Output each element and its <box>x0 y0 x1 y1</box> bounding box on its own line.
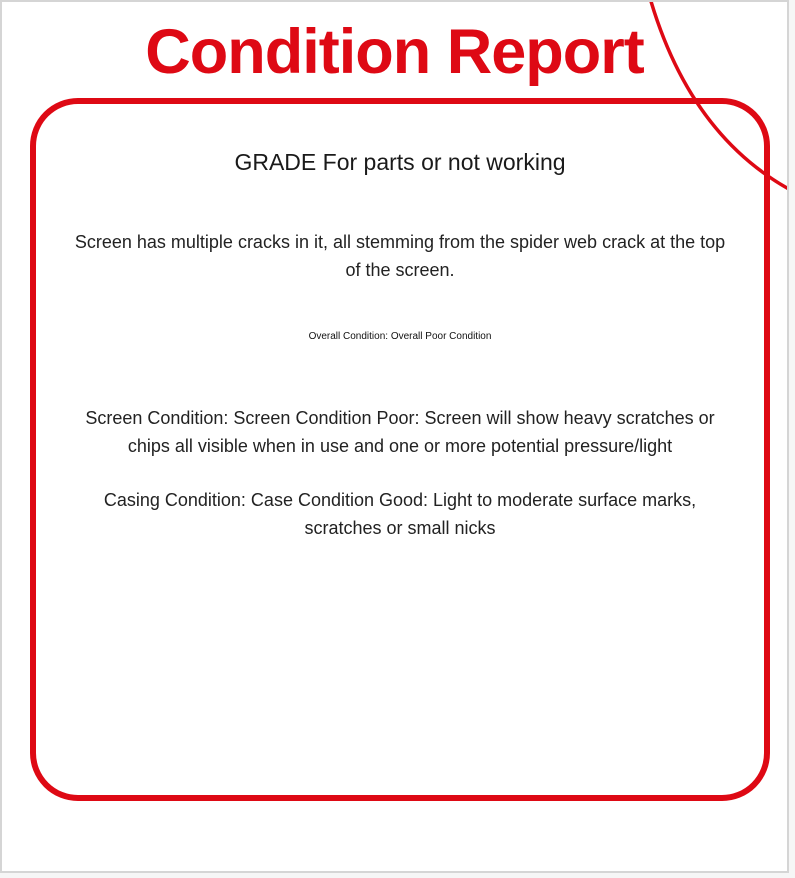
casing-condition-text: Casing Condition: Case Condition Good: Light to moderate surface marks, scratches or small nicks <box>103 490 697 538</box>
screen-condition-text: Screen Condition: Screen Condition Poor: Screen will show heavy scratches or chips all visible when in use and one or more potential pressure/light <box>85 408 715 456</box>
page-title: Condition Report <box>145 17 644 87</box>
report-box <box>30 98 770 801</box>
overall-condition-text: Overall Condition: Overall Poor Condition <box>308 331 492 342</box>
damage-description: Screen has multiple cracks in it, all stemming from the spider web crack at the top of the screen. <box>74 232 726 280</box>
grade-heading: GRADE For parts or not working <box>234 149 566 175</box>
